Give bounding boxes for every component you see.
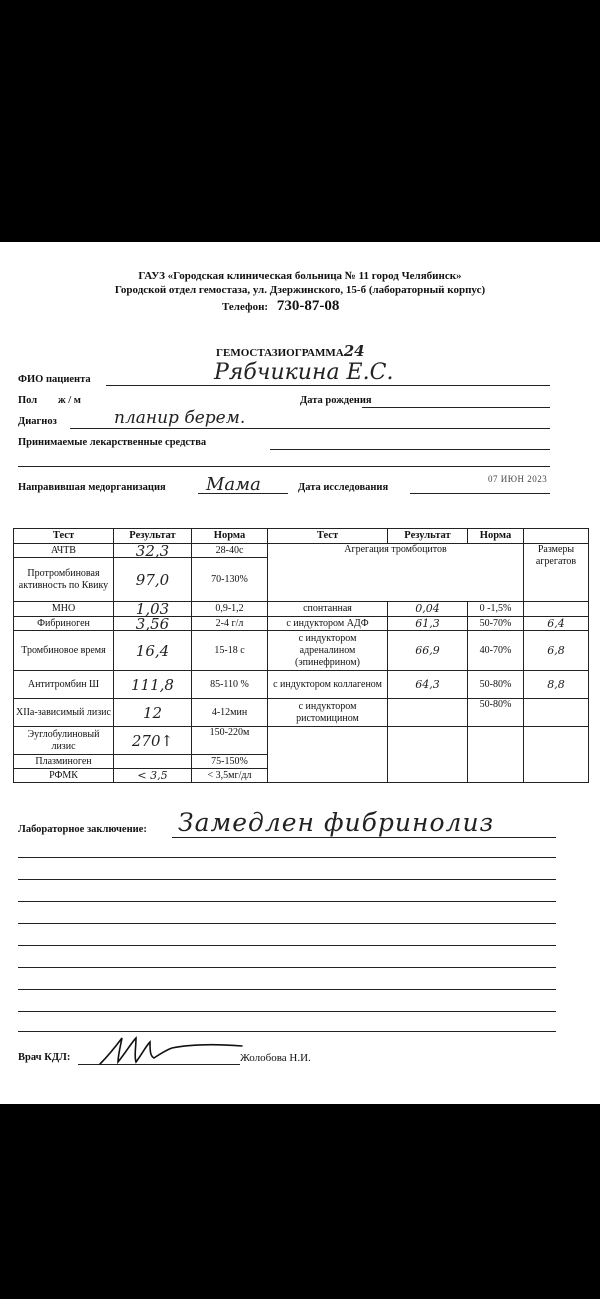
title-text: ГЕМОСТАЗИОГРАММА	[216, 347, 344, 359]
aggregation-title: Агрегация тромбоцитов	[268, 544, 524, 602]
table-header-row	[14, 529, 589, 544]
drugs-label: Принимаемые лекарственные средства	[18, 437, 207, 448]
test-name: МНО	[14, 602, 114, 617]
birth-label: Дата рождения	[300, 395, 372, 406]
date-label: Дата исследования	[298, 482, 389, 493]
test-name: Плазминоген	[14, 755, 114, 769]
result-value: 270↑	[114, 727, 192, 755]
phone-number: 730-87-08	[276, 298, 340, 314]
table-row	[14, 602, 589, 617]
col-header-result: Результат	[114, 529, 192, 544]
date-stamp: 07 ИЮН 2023	[488, 474, 548, 484]
lab-report-sheet	[0, 242, 600, 1104]
agg-size	[524, 699, 589, 727]
result-value: 12	[114, 699, 192, 727]
agg-norm: 0 -1,5%	[468, 602, 524, 617]
agg-size: 6,4	[524, 617, 589, 631]
norm-value: 15-18 с	[192, 631, 268, 671]
result-value: 1,03	[114, 602, 192, 617]
result-value: 97,0	[114, 558, 192, 602]
dept-address: Городской отдел гемостаза, ул. Дзержинского, 15-б (лабораторный корпус)	[114, 284, 486, 296]
test-name: АЧТВ	[14, 544, 114, 558]
norm-value: 150-220м	[192, 727, 268, 755]
org-value: Мама	[206, 474, 261, 495]
table-row	[14, 544, 589, 558]
norm-value: 75-150%	[192, 755, 268, 769]
agg-size: 8,8	[524, 671, 589, 699]
col-header-norm-2: Норма	[468, 529, 524, 544]
patient-name: Рябчикина Е.С.	[214, 360, 394, 385]
result-value: 16,4	[114, 631, 192, 671]
norm-value: < 3,5мг/дл	[192, 769, 268, 783]
agg-norm: 50-80%	[468, 671, 524, 699]
table-row	[14, 699, 589, 727]
result-value: < 3,5	[114, 769, 192, 783]
test-name: XIIa-зависимый лизис	[14, 699, 114, 727]
col-header-test-2: Тест	[268, 529, 388, 544]
agg-size	[524, 602, 589, 617]
patient-label: ФИО пациента	[18, 374, 91, 385]
test-name: РФМК	[14, 769, 114, 783]
test-name: Протромбиновая активность по Квику	[14, 558, 114, 602]
diagnosis-value: планир берем.	[114, 408, 246, 428]
agg-test: с индуктором коллагеном	[268, 671, 388, 699]
document-title	[216, 342, 365, 360]
test-name: Антитромбин Ш	[14, 671, 114, 699]
norm-value: 4-12мин	[192, 699, 268, 727]
agg-test: с индуктором адреналином (эпинефрином)	[268, 631, 388, 671]
col-header-test: Тест	[14, 529, 114, 544]
sex-label: Пол	[18, 395, 38, 406]
diagnosis-label: Диагноз	[18, 416, 57, 427]
norm-value: 85-110 %	[192, 671, 268, 699]
test-name: Эуглобулиновый лизис	[14, 727, 114, 755]
signature-icon	[96, 1032, 246, 1068]
aggregates-title: Размеры агрегатов	[524, 544, 589, 602]
table-row	[14, 631, 589, 671]
result-value: 32,3	[114, 544, 192, 558]
results-table	[13, 528, 589, 783]
title-number: 24	[343, 342, 365, 360]
org-label: Направившая медорганизация	[18, 482, 166, 493]
phone-line	[222, 298, 339, 315]
col-header-blank	[524, 529, 589, 544]
agg-norm: 40-70%	[468, 631, 524, 671]
agg-test: с индуктором ристомицином	[268, 699, 388, 727]
table-row	[14, 671, 589, 699]
conclusion-value: Замедлен фибринолиз	[178, 808, 495, 837]
agg-norm: 50-70%	[468, 617, 524, 631]
phone-label: Телефон:	[222, 301, 269, 313]
test-name: Тромбиновое время	[14, 631, 114, 671]
norm-value: 70-130%	[192, 558, 268, 602]
table-row	[14, 727, 589, 755]
result-value: 111,8	[114, 671, 192, 699]
agg-test: спонтанная	[268, 602, 388, 617]
doctor-label: Врач КДЛ:	[18, 1052, 71, 1063]
agg-result: 66,9	[388, 631, 468, 671]
doctor-name: Жолобова Н.И.	[240, 1052, 311, 1064]
result-value: 3,56	[114, 617, 192, 631]
result-value	[114, 755, 192, 769]
sex-value: ж / м	[58, 395, 81, 406]
col-header-result-2: Результат	[388, 529, 468, 544]
norm-value: 0,9-1,2	[192, 602, 268, 617]
col-header-norm: Норма	[192, 529, 268, 544]
agg-result: 61,3	[388, 617, 468, 631]
agg-test: с индуктором АДФ	[268, 617, 388, 631]
agg-size: 6,8	[524, 631, 589, 671]
conclusion-label: Лабораторное заключение:	[18, 824, 147, 835]
norm-value: 2-4 г/л	[192, 617, 268, 631]
agg-result: 64,3	[388, 671, 468, 699]
agg-norm: 50-80%	[468, 699, 524, 727]
table-row	[14, 617, 589, 631]
agg-result: 0,04	[388, 602, 468, 617]
test-name: Фибриноген	[14, 617, 114, 631]
norm-value: 28-40с	[192, 544, 268, 558]
org-name: ГАУЗ «Городская клиническая больница № 11 город Челябинск»	[138, 270, 462, 282]
agg-result	[388, 699, 468, 727]
